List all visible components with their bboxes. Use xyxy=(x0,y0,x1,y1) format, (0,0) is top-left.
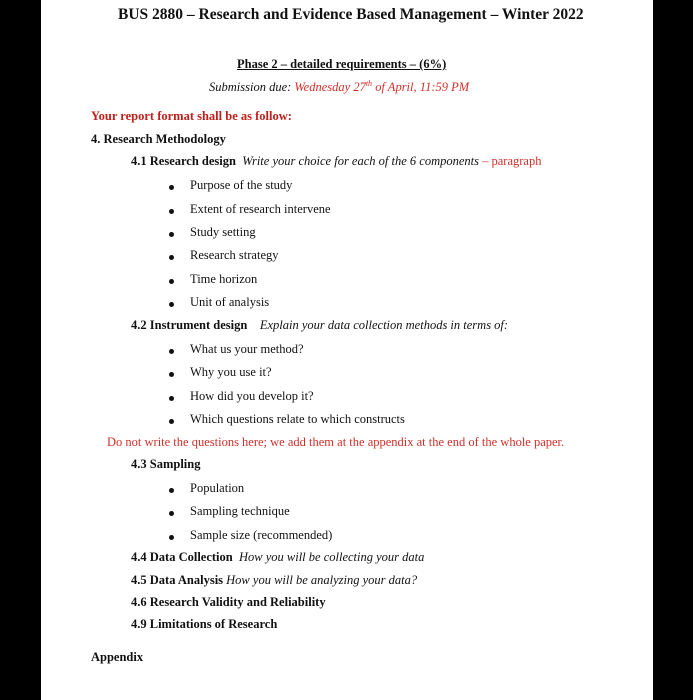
list-item: Sample size (recommended) xyxy=(169,528,311,543)
phase-heading: Phase 2 – detailed requirements – (6%) xyxy=(237,57,447,71)
limitations-heading: 4.9 Limitations of Research xyxy=(131,617,278,631)
list-item: Sampling technique xyxy=(169,504,269,519)
list-item: Unit of analysis xyxy=(169,295,248,310)
research-design-line: 4.1 Research design Write your choice for each of the 6 components – paragraph xyxy=(131,154,542,168)
list-item: Which questions relate to which constructs xyxy=(169,412,384,427)
instrument-design-line xyxy=(131,318,508,333)
appendix-heading: Appendix xyxy=(91,650,144,664)
submission-due xyxy=(209,79,469,95)
list-item: Extent of research intervene xyxy=(169,202,310,217)
list-item: Population xyxy=(169,481,223,496)
data-collection-heading: 4.4 Data Collection xyxy=(131,550,233,564)
research-design-heading: 4.1 Research design xyxy=(131,154,236,168)
limitations-line xyxy=(131,617,277,632)
submission-date: Wednesday 27th of April, 11:59 PM xyxy=(294,79,470,95)
data-analysis-heading: 4.5 Data Analysis xyxy=(131,573,224,587)
paragraph-label: paragraph xyxy=(491,154,542,168)
data-collection-line xyxy=(131,550,424,565)
list-item: What us your method? xyxy=(169,342,283,357)
list-item: Why you use it? xyxy=(169,365,251,380)
validity-line xyxy=(131,595,326,610)
document-title: BUS 2880 – Research and Evidence Based Management – Winter 2022 xyxy=(118,6,584,23)
sampling-line xyxy=(131,457,200,472)
list-item: Study setting xyxy=(169,225,235,240)
validity-heading: 4.6 Research Validity and Reliability xyxy=(131,595,326,609)
format-heading: Your report format shall be as follow: xyxy=(91,109,292,123)
data-analysis-line xyxy=(131,573,417,588)
data-analysis-instruction: How you will be analyzing your data? xyxy=(226,573,418,587)
submission-label: Submission due: xyxy=(209,80,292,95)
instrument-design-instruction: Explain your data collection methods in terms of: xyxy=(259,318,509,332)
data-collection-instruction: How you will be collecting your data xyxy=(238,550,425,564)
instrument-design-heading: 4.2 Instrument design xyxy=(131,318,248,332)
research-design-instruction: Write your choice for each of the 6 components xyxy=(242,154,479,168)
list-item: How did you develop it? xyxy=(169,389,293,404)
section-heading: 4. Research Methodology xyxy=(91,132,226,146)
list-item: Time horizon xyxy=(169,272,236,287)
document-page xyxy=(41,0,653,700)
list-item: Research strategy xyxy=(169,248,258,263)
sampling-heading: 4.3 Sampling xyxy=(131,457,201,471)
list-item: Purpose of the study xyxy=(169,178,271,193)
appendix-note: Do not write the questions here; we add them at the appendix at the end of the whole paper. xyxy=(107,435,565,449)
